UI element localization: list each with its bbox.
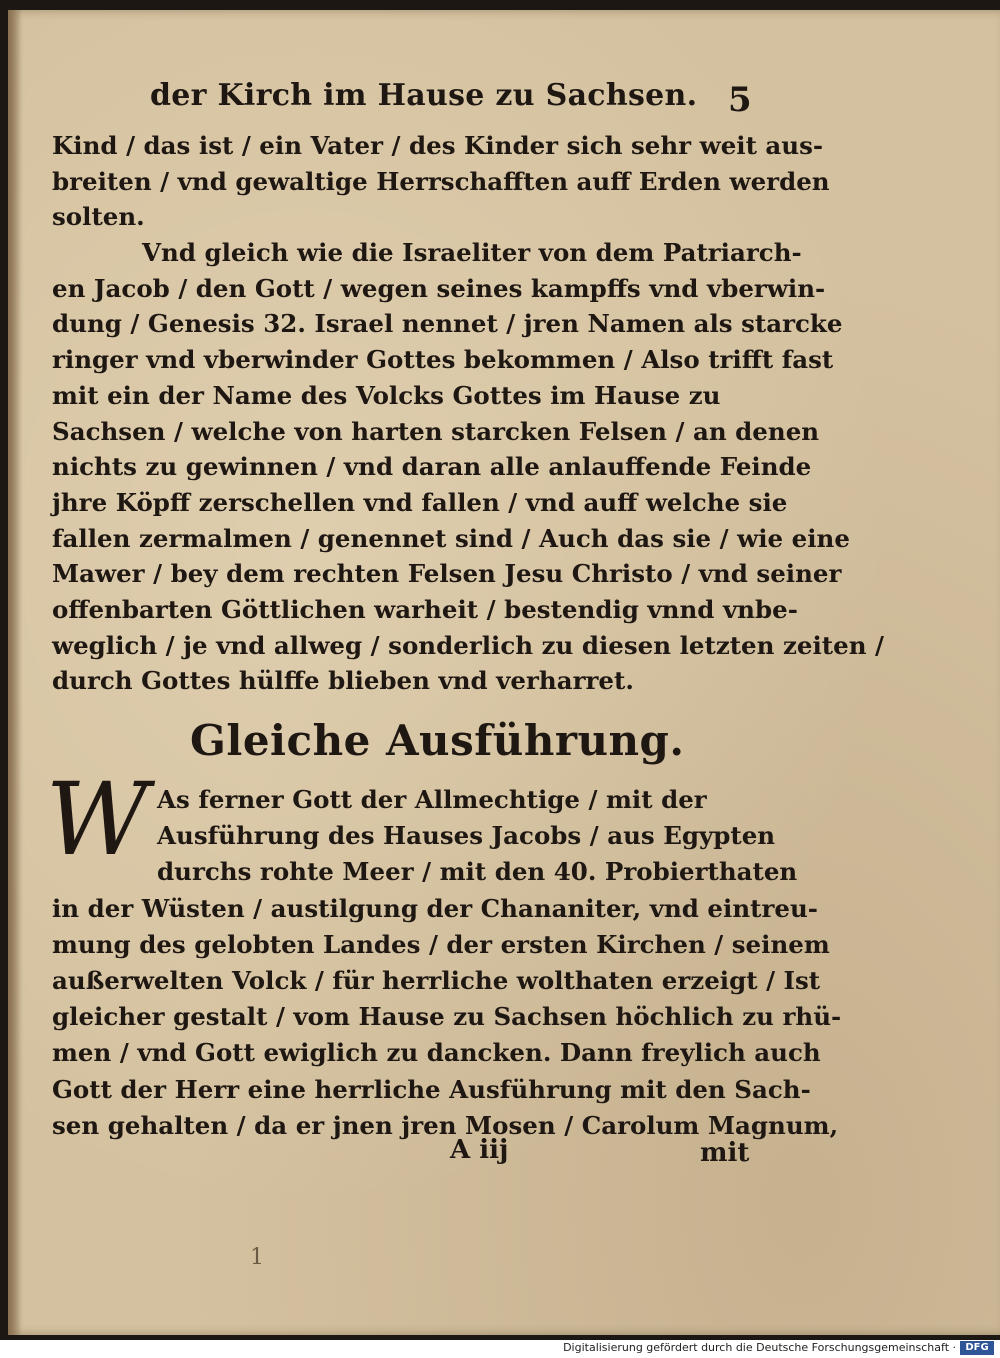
text-line: en Jacob / den Gott / wegen seines kampffs vnd vberwin- [52,273,826,303]
paragraph-2 [52,782,842,1144]
paragraph-1 [52,128,884,699]
signature-mark: A iij [450,1135,509,1165]
text-line: offenbarten Göttlichen warheit / bestendig vnnd vnbe- [52,594,798,624]
catchword: mit [700,1138,750,1168]
text-line: dung / Genesis 32. Israel nennet / jren Namen als starcke [52,309,843,339]
decorated-initial: W [45,761,149,878]
text-line: Mawer / bey dem rechten Felsen Jesu Christo / vnd seiner [52,559,842,589]
section-title: Gleiche Ausführung. [190,716,685,765]
pencil-mark: 1 [250,1245,264,1270]
text-line: men / vnd Gott ewiglich zu dancken. Dann freylich auch [52,1038,821,1068]
text-line: breiten / vnd gewaltige Herrschafften auff Erden werden [52,166,830,196]
text-line: Sachsen / welche von harten starcken Felsen / an denen [52,416,820,446]
dfg-logo-icon: DFG [960,1341,994,1355]
text-line: fallen zermalmen / genennet sind / Auch das sie / wie eine [52,523,850,553]
text-line: Kind / das ist / ein Vater / des Kinder sich sehr weit aus- [52,131,824,160]
text-line: gleicher gestalt / vom Hause zu Sachsen höchlich zu rhü- [52,1002,842,1032]
page-number: 5 [728,80,752,120]
text-line: Vnd gleich wie die Israeliter von dem Patriarch- [142,238,802,268]
text-line: durch Gottes hülffe blieben vnd verharret. [52,666,634,696]
text-line: außerwelten Volck / für herrliche wolthaten erzeigt / Ist [52,965,821,995]
text-line: As ferner Gott der Allmechtige / mit der [157,785,707,814]
text-line: solten. [52,202,145,232]
text-line: mit ein der Name des Volcks Gottes im Hause zu [52,380,721,410]
text-line: Gott der Herr eine herrliche Ausführung mit den Sach- [52,1074,811,1104]
running-title: der Kirch im Hause zu Sachsen. [150,78,698,113]
text-line: durchs rohte Meer / mit den 40. Probierthaten [157,857,798,887]
text-line: Ausführung des Hauses Jacobs / aus Egypten [157,821,776,851]
text-line: mung des gelobten Landes / der ersten Kirchen / seinem [52,929,830,959]
text-line: ringer vnd vberwinder Gottes bekommen / Also trifft fast [52,345,834,375]
text-line: sen gehalten / da er jnen jren Mosen / Carolum Magnum, [52,1110,839,1140]
text-line: nichts zu gewinnen / vnd daran alle anlauffende Feinde [52,452,812,482]
text-line: in der Wüsten / austilgung der Chananiter, vnd eintreu- [52,893,818,923]
footer-credit: Digitalisierung gefördert durch die Deutsche Forschungsgemeinschaft · [563,1341,956,1354]
text-line: weglich / je vnd allweg / sonderlich zu diesen letzten zeiten / [52,630,884,660]
page-gutter-shadow [8,10,22,1335]
text-line: jhre Köpff zerschellen vnd fallen / vnd auff welche sie [52,487,788,517]
